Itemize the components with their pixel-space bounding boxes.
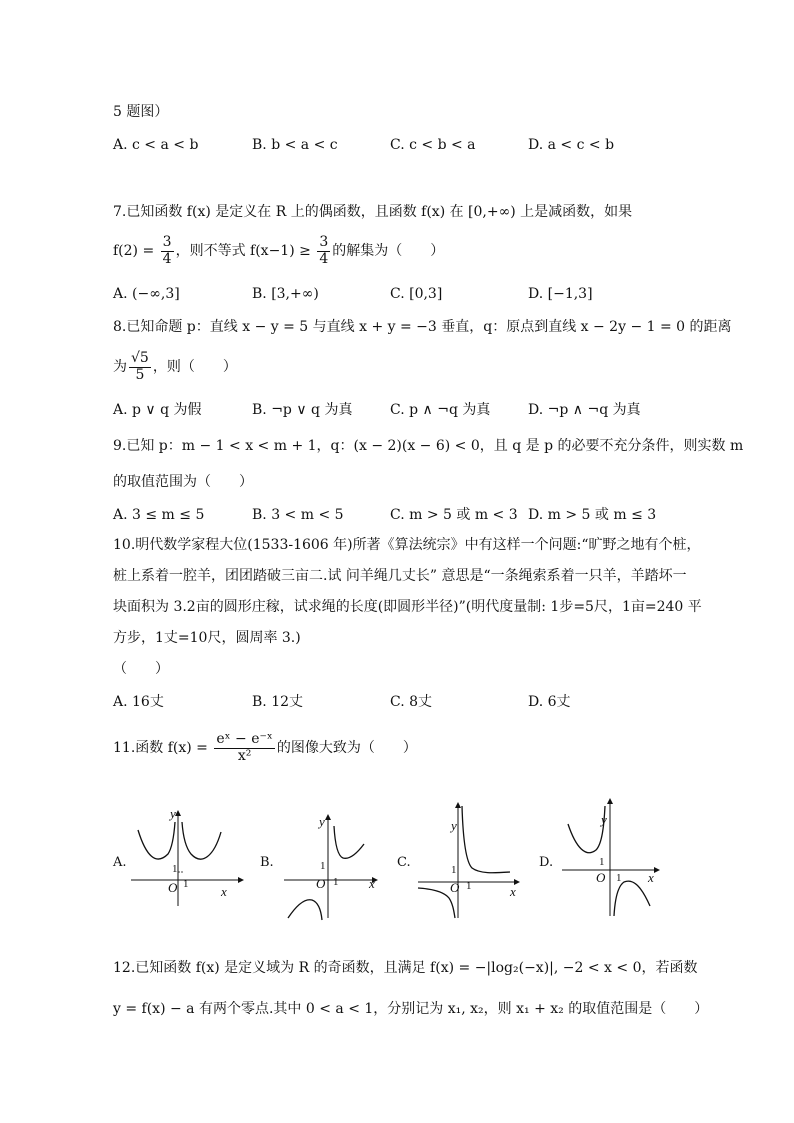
q10-answer-bracket: （ ） bbox=[113, 661, 169, 677]
q6-tail: 5 题图） bbox=[113, 104, 169, 120]
q9-stem-line1: 9.已知 p：m − 1 < x < m + 1，q：(x − 2)(x − 6) < 0，且 q 是 p 的必要不充分条件，则实数 m bbox=[113, 438, 744, 454]
q10-option-d: D. 6丈 bbox=[528, 694, 571, 710]
q6-option-d: D. a < c < b bbox=[528, 137, 615, 153]
q10-stem-line4: 方步，1丈=10尺，圆周率 3.) bbox=[113, 630, 301, 646]
graph-c-right-branch bbox=[462, 806, 510, 873]
q7-fraction-a: $\frac{3}{4}$ bbox=[162, 234, 172, 267]
graph-d-left-branch bbox=[568, 806, 605, 853]
graph-c-tick-x: 1 bbox=[466, 880, 472, 892]
q8-option-c: C. p ∧ ¬q 为真 bbox=[390, 402, 491, 418]
graph-a-x-arrow bbox=[238, 877, 244, 883]
graph-d-label: D. bbox=[539, 855, 554, 870]
graph-b-label: B. bbox=[260, 855, 274, 870]
q6-option-a: A. c < a < b bbox=[113, 137, 199, 153]
graph-d-tick-x: 1 bbox=[616, 872, 622, 884]
graph-c-origin: O bbox=[450, 880, 460, 895]
q8-option-a: A. p ∨ q 为假 bbox=[113, 402, 202, 418]
graph-d-right-branch bbox=[614, 881, 650, 916]
q9-stem-line2: 的取值范围为（ ） bbox=[113, 474, 253, 490]
graph-a-tick-y: 1 bbox=[172, 863, 178, 875]
graph-c-x-label: x bbox=[510, 884, 516, 899]
q7-stem-line2: f(2) = $\frac{3}{4}$ ，则不等式 f(x−1) ≥ $\frac{3}{4}$ 的解集为（ ） bbox=[113, 234, 445, 267]
graph-b-right-branch bbox=[334, 826, 364, 858]
q9-option-b: B. 3 < m < 5 bbox=[252, 507, 344, 523]
q7-option-a: A. (−∞,3] bbox=[113, 286, 180, 302]
graph-a-tick-x: 1 bbox=[183, 878, 189, 890]
q8-option-d: D. ¬p ∧ ¬q 为真 bbox=[528, 402, 641, 418]
graph-c bbox=[414, 800, 526, 920]
graph-d-tick-y: 1 bbox=[599, 856, 605, 868]
q10-option-a: A. 16丈 bbox=[113, 694, 164, 710]
q10-option-b: B. 12丈 bbox=[252, 694, 304, 710]
q11-stem: 11.函数 f(x) = $\frac{\text{eˣ − e⁻ˣ}}{\text{x²}}$ 的图像大致为（ ） bbox=[113, 731, 417, 764]
q9-option-c: C. m > 5 或 m < 3 bbox=[390, 507, 518, 523]
q10-stem-line3: 块面积为 3.2亩的圆形庄稼，试求绳的长度(即圆形半径)”(明代度量制: 1步=5尺，1亩=240 平 bbox=[113, 599, 702, 615]
graph-b-origin: O bbox=[316, 876, 326, 891]
graph-a-origin: O bbox=[168, 880, 178, 895]
graph-a-right-branch bbox=[182, 822, 221, 859]
graph-c-y-arrow bbox=[455, 802, 461, 808]
q12-stem-line1: 12.已知函数 f(x) 是定义域为 R 的奇函数，且满足 f(x) = −|log₂(−x)|, −2 < x < 0，若函数 bbox=[113, 960, 698, 976]
graph-c-y-label: y bbox=[451, 818, 457, 833]
graph-b-left-branch bbox=[288, 900, 322, 920]
graph-a-y-label: y bbox=[170, 806, 176, 821]
q8-stem-line2: 为 $\frac{√5}{5}$ ，则（ ） bbox=[113, 350, 237, 383]
graph-a-left-branch bbox=[138, 822, 175, 859]
graph-b bbox=[280, 812, 380, 922]
graph-a bbox=[126, 808, 246, 908]
q9-option-d: D. m > 5 或 m ≤ 3 bbox=[528, 507, 657, 523]
q11-fraction: $\frac{\text{eˣ − e⁻ˣ}}{\text{x²}}$ bbox=[216, 731, 273, 764]
q10-stem-line1: 10.明代数学家程大位(1533-1606 年)所著《算法统宗》中有这样一个问题:“旷野之地有个桩， bbox=[113, 537, 701, 553]
graph-b-y-arrow bbox=[325, 814, 331, 820]
q6-option-b: B. b < a < c bbox=[252, 137, 338, 153]
graph-d-x-label: x bbox=[648, 870, 654, 885]
graph-b-x-label: x bbox=[369, 876, 375, 891]
q7-option-d: D. [−1,3] bbox=[528, 286, 593, 302]
graph-a-x-label: x bbox=[221, 884, 227, 899]
q7-fraction-b: $\frac{3}{4}$ bbox=[319, 234, 329, 267]
graph-d-y-label: y bbox=[601, 812, 607, 827]
graph-d bbox=[558, 798, 664, 920]
q12-stem-line2: y = f(x) − a 有两个零点.其中 0 < a < 1，分别记为 x₁, x₂，则 x₁ + x₂ 的取值范围是（ ） bbox=[113, 1001, 709, 1017]
graph-b-tick-x: 1 bbox=[333, 876, 339, 888]
q8-option-b: B. ¬p ∨ q 为真 bbox=[252, 402, 353, 418]
q7-option-c: C. [0,3] bbox=[390, 286, 443, 302]
graph-b-y-label: y bbox=[319, 814, 325, 829]
graph-d-origin: O bbox=[596, 870, 606, 885]
q7-option-b: B. [3,+∞) bbox=[252, 286, 319, 302]
graph-c-tick-y: 1 bbox=[451, 864, 457, 876]
q6-option-c: C. c < b < a bbox=[390, 137, 476, 153]
graph-c-label: C. bbox=[397, 855, 411, 870]
graph-d-y-arrow bbox=[607, 798, 613, 804]
graph-b-tick-y: 1 bbox=[320, 860, 326, 872]
graph-d-x-arrow bbox=[654, 867, 660, 873]
q10-option-c: C. 8丈 bbox=[390, 694, 433, 710]
q9-option-a: A. 3 ≤ m ≤ 5 bbox=[113, 507, 205, 523]
q7-stem-line1: 7.已知函数 f(x) 是定义在 R 上的偶函数，且函数 f(x) 在 [0,+∞) 上是减函数，如果 bbox=[113, 204, 633, 220]
q8-stem-line1: 8.已知命题 p：直线 x − y = 5 与直线 x + y = −3 垂直，q：原点到直线 x − 2y − 1 = 0 的距离 bbox=[113, 319, 732, 335]
q8-fraction: $\frac{√5}{5}$ bbox=[131, 350, 149, 383]
graph-a-label: A. bbox=[113, 855, 127, 870]
q10-stem-line2: 桩上系着一腔羊，团团踏破三亩二.试 问羊绳几丈长” 意思是“一条绳索系着一只羊，羊踏坏一 bbox=[113, 568, 687, 584]
